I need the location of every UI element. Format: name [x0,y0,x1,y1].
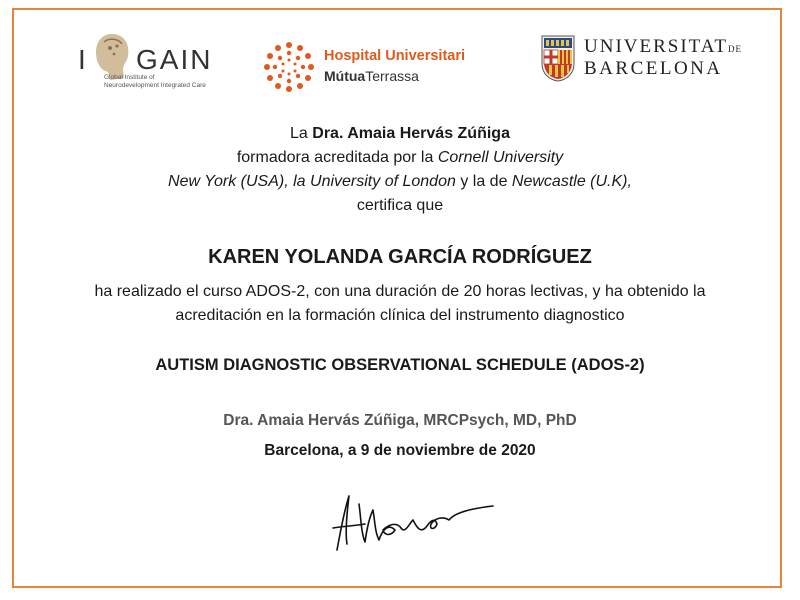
igain-logo-letter: I [78,44,88,75]
intro-line-3-mid: y la de [455,173,512,190]
university-name-line1-small: DE [727,44,742,54]
igain-logo-wordmark: GAIN [136,44,213,75]
course-title: AUTISM DIAGNOSTIC OBSERVATIONAL SCHEDULE (ADOS-2) [155,356,645,374]
intro-line-3-italic-a: New York (USA), la University of London [168,173,456,190]
hospital-logo [262,38,502,98]
intro-prefix: La [290,125,313,142]
igain-tagline-line2: Neurodevelopment Integrated Care [104,82,206,89]
recipient-name: KAREN YOLANDA GARCÍA RODRÍGUEZ [208,246,592,268]
intro-line-4: certifica que [356,197,444,214]
intro-line-2-italic: Cornell University [437,149,564,166]
place-and-date: Barcelona, a 9 de noviembre de 2020 [264,442,536,459]
intro-line-3 [20,170,780,194]
body-line-2: acreditación en la formación clínica del instrumento diagnostico [175,307,625,324]
certificate-intro [20,122,780,218]
igain-tagline [104,74,244,90]
intro-line-1 [20,122,780,146]
igain-logo [78,30,238,100]
signature-icon [325,488,495,558]
university-name-line1 [584,36,742,58]
university-name-line1-text: UNIVERSITAT [584,36,728,57]
logo-bar [0,0,800,110]
igain-tagline-line1: Global Institute of [104,74,155,81]
university-name-line2: BARCELONA [584,58,723,79]
certificate-body [20,280,780,328]
hospital-subname-rest: Terrassa [365,68,419,84]
university-logo [540,34,740,94]
hospital-subname-bold: Mútua [324,68,366,84]
ub-crest-icon [540,34,576,82]
hospital-subname [324,68,419,84]
issuer-name: Dra. Amaia Hervás Zúñiga [312,125,510,142]
signer-credentials: Dra. Amaia Hervás Zúñiga, MRCPsych, MD, PhD [223,412,577,429]
intro-line-2-prefix: formadora acreditada por la [236,149,438,166]
intro-line-3-italic-b: Newcastle (U.K), [511,173,632,190]
hospital-name: Hospital Universitari [324,48,466,64]
body-line-1: ha realizado el curso ADOS-2, con una duración de 20 horas lectivas, y ha obtenido la [94,283,706,300]
intro-line-2 [20,146,780,170]
hospital-dots-icon [262,40,316,94]
